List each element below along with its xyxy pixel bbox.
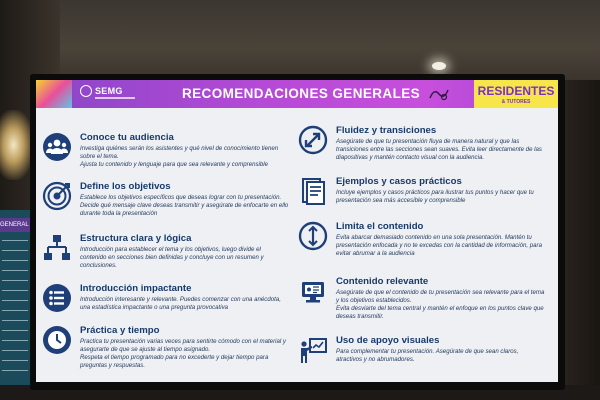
slide-title: RECOMENDACIONES GENERALES — [182, 86, 421, 101]
desc-line: Ajusta tu contenido y lenguaje para que sea relevante y comprensible — [80, 161, 269, 168]
desc-line: Establece los objetivos específicos que deseas lograr con tu presentación. — [80, 194, 282, 201]
item-text — [336, 276, 548, 321]
desc-line: Investiga quiénes serán los asistentes y qué nivel de conocimiento tienen — [80, 145, 279, 152]
desc-line: sobre el tema. — [80, 153, 119, 160]
slide-header — [36, 80, 558, 108]
audience-icon — [42, 132, 72, 162]
presenter-icon — [298, 335, 328, 365]
ceiling-light — [432, 62, 446, 70]
desc-line: contenido en secciones bien definidas y concluye con un resumen y — [80, 254, 264, 261]
item-text — [80, 283, 290, 312]
item-text — [336, 335, 548, 364]
item-text — [80, 233, 290, 270]
desc-line: y los objetivos establecidos. — [336, 297, 412, 304]
desc-line: presentación sea más accesible y comprensible — [336, 197, 466, 204]
slide-screen — [36, 80, 558, 382]
desc-line: Para complementar tu presentación. Asegúrate de que sean claros, — [336, 348, 519, 355]
doodle-icon — [428, 86, 450, 102]
semg-logo — [80, 85, 123, 97]
item-title: Fluidez y transiciones — [336, 125, 437, 136]
item-text — [336, 221, 548, 258]
item-title: Ejemplos y casos prácticos — [336, 176, 462, 187]
desc-line: evitar abrumar a la audiencia — [336, 250, 415, 257]
desc-line: transiciones entre las secciones sean suaves. Evita leer directamente de las — [336, 146, 542, 153]
chandelier — [0, 110, 34, 180]
item-text — [80, 132, 290, 169]
desc-line: Asegúrate de que tu presentación fluya de manera natural y que las — [336, 138, 520, 145]
back-wall — [0, 0, 600, 80]
desc-line: deseas transmitir. — [336, 313, 384, 320]
desc-line: preguntas y respuestas. — [80, 362, 146, 369]
item-description — [336, 189, 548, 205]
desc-line: Evita desviarte del tema central y mantén el enfoque en los puntos clave que — [336, 305, 544, 312]
side-screen-label: GENERAL — [0, 218, 30, 232]
desc-line: Evita abarcar demasiado contenido en una sola presentación. Mantén tu — [336, 234, 532, 241]
brand-main-text: RESIDENTES — [477, 84, 555, 98]
side-screen-text-lines — [2, 240, 28, 380]
item-text — [336, 176, 548, 205]
semg-logo-text: SEMG — [95, 86, 123, 96]
desc-line: asegurarte de que se ajuste al tiempo asignado. — [80, 346, 211, 353]
limit-icon — [298, 221, 328, 251]
item-description — [80, 194, 290, 218]
item-title: Práctica y tiempo — [80, 325, 160, 336]
item-description — [336, 234, 548, 258]
item-title: Conoce tu audiencia — [80, 132, 174, 143]
brand-sub-text: & TUTORES — [501, 99, 531, 105]
desc-line: Respeta el tiempo programado para no excederte y dejar tiempo para — [80, 354, 269, 361]
item-description — [336, 289, 548, 321]
item-description — [336, 138, 548, 162]
target-icon — [42, 181, 72, 211]
item-description — [80, 296, 290, 312]
item-title: Define los objetivos — [80, 181, 171, 192]
desc-line: Introducción para establecer el tema y los objetivos, luego divide el — [80, 246, 261, 253]
item-description — [336, 348, 548, 364]
desc-line: Practica tu presentación varias veces para sentirte cómodo con el material y — [80, 338, 286, 345]
transition-arrows-icon — [298, 125, 328, 155]
item-text — [80, 181, 290, 218]
hierarchy-icon — [42, 233, 72, 263]
item-title: Estructura clara y lógica — [80, 233, 192, 244]
desc-line: presentación enfocada y no te excedas con la cantidad de información, para — [336, 242, 542, 249]
document-icon — [298, 176, 328, 206]
desc-line: Incluye ejemplos y casos prácticos para ilustrar tus puntos y hacer que tu — [336, 189, 534, 196]
item-title: Introducción impactante — [80, 283, 192, 294]
desc-line: una estadística impactante o una pregunta provocativa — [80, 304, 229, 311]
logo-subline — [95, 97, 135, 99]
clock-icon — [42, 325, 72, 355]
item-text — [336, 125, 548, 162]
item-description — [80, 145, 290, 169]
item-title: Uso de apoyo visuales — [336, 335, 440, 346]
desc-line: Asegúrate de que el contenido de tu presentación sea relevante para el tema — [336, 289, 545, 296]
item-description — [80, 338, 290, 370]
desc-line: diapositivas y mantén contacto visual con la audiencia. — [336, 154, 485, 161]
item-title: Limita el contenido — [336, 221, 424, 232]
desc-line: Decide qué mensaje clave deseas transmitir y asegúrate de enfocarte en ello — [80, 202, 289, 209]
header-artwork — [36, 80, 72, 108]
item-text — [80, 325, 290, 370]
desc-line: durante toda la presentación — [80, 210, 158, 217]
semg-logo-icon — [80, 85, 92, 97]
item-title: Contenido relevante — [336, 276, 429, 287]
residentes-brand — [474, 80, 558, 108]
computer-icon — [298, 276, 328, 306]
list-icon — [42, 283, 72, 313]
desc-line: Introducción interesante y relevante. Puedes comenzar con una anécdota, — [80, 296, 281, 303]
item-description — [80, 246, 290, 270]
desc-line: conclusiones. — [80, 262, 117, 269]
desc-line: atractivos y no abrumadores. — [336, 356, 415, 363]
